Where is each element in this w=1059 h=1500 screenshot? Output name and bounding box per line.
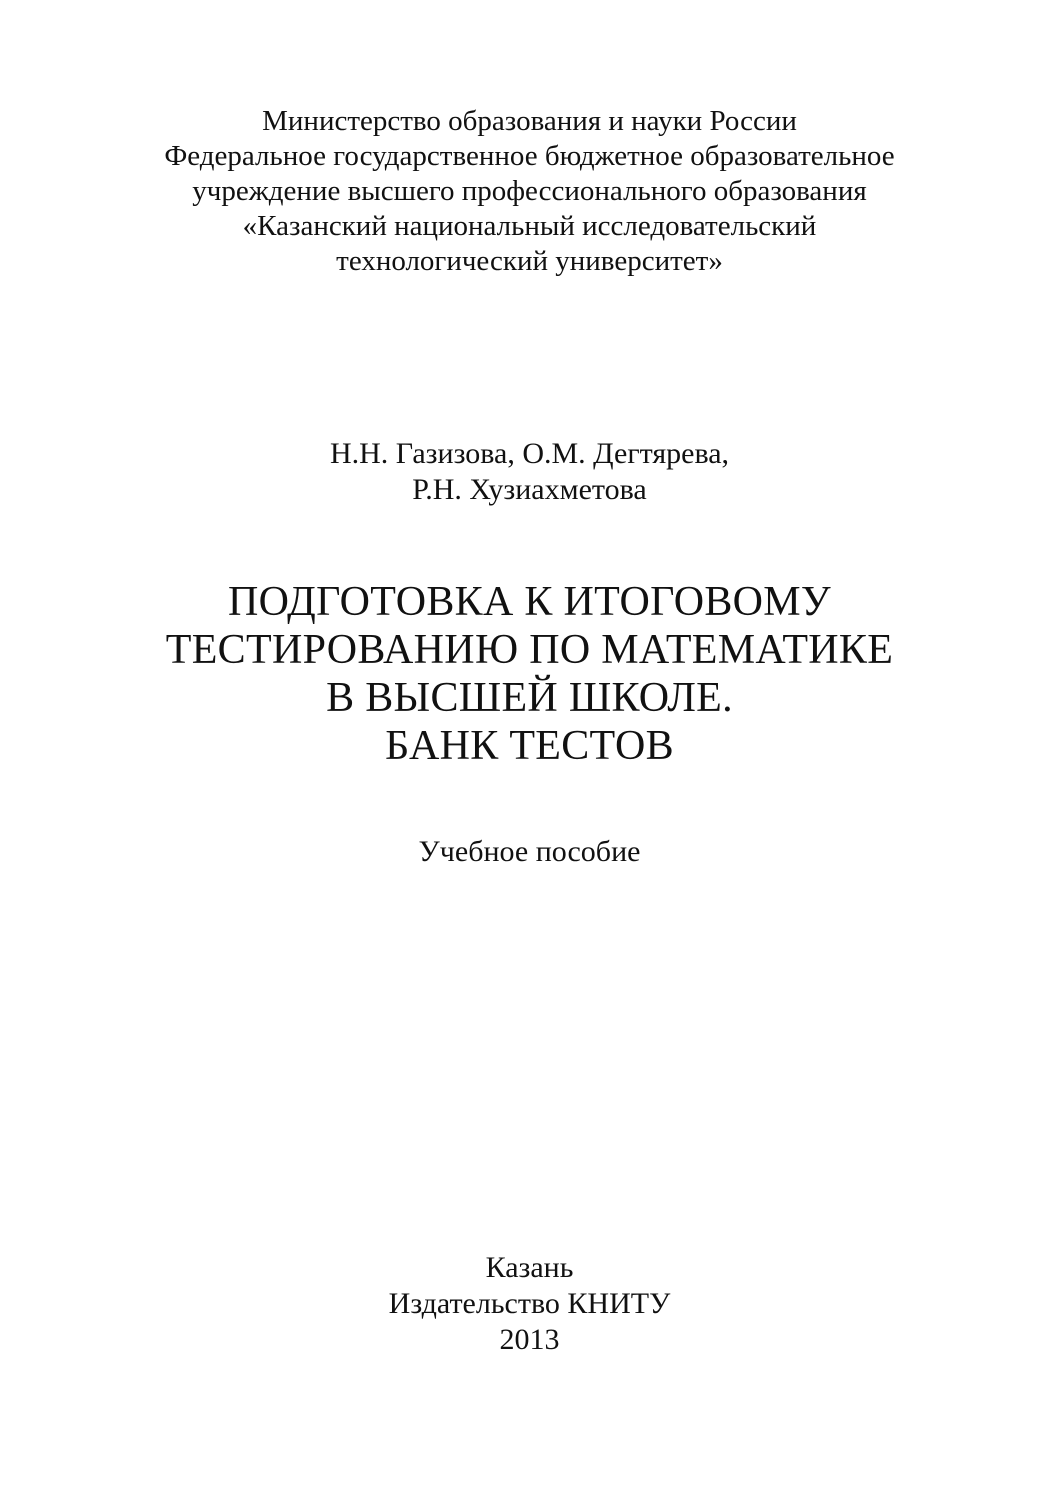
institution-line: Министерство образования и науки России [262,105,797,137]
title-line: В ВЫСШЕЙ ШКОЛЕ. [326,675,733,721]
authors-line: Н.Н. Газизова, О.М. Дегтярева, [329,437,730,470]
imprint [0,1250,1059,1358]
imprint-city: Казань [485,1251,574,1284]
title-line: БАНК ТЕСТОВ [385,723,674,769]
institution-line: «Казанский национальный исследовательский [242,210,817,242]
title-line: ТЕСТИРОВАНИЮ ПО МАТЕМАТИКЕ [165,627,894,673]
title-line: ПОДГОТОВКА К ИТОГОВОМУ [228,579,831,625]
institution-line: учреждение высшего профессионального образования [192,175,867,207]
authors-line: Р.Н. Хузиахметова [412,473,647,506]
book-subtitle [0,834,1059,870]
authors [0,436,1059,508]
institution-line: Федеральное государственное бюджетное образовательное [164,140,895,172]
book-title [0,578,1059,770]
subtitle-text: Учебное пособие [418,835,641,868]
institution-line: технологический университет» [336,245,723,277]
imprint-publisher: Издательство КНИТУ [388,1287,671,1320]
imprint-year: 2013 [499,1323,560,1356]
institution-header [0,104,1059,279]
